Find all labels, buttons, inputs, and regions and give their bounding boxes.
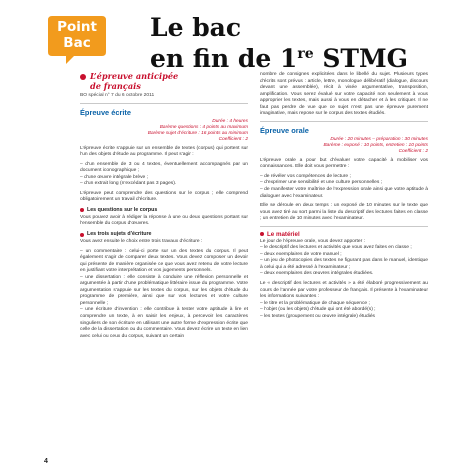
point-bac-badge	[46, 14, 108, 66]
title-line-2-pre: en fin de 1	[150, 44, 298, 73]
list-item: – d’un ensemble de 3 ou 4 textes, éventuellement accompagnés par un document iconographique ;	[80, 161, 248, 174]
badge-line-1: Point	[57, 19, 97, 35]
page-title	[150, 14, 408, 72]
left-column	[80, 72, 248, 340]
section-title-line-2: de français	[90, 80, 141, 91]
list-item: – une écriture d’invention : elle contribue à tester votre aptitude à lire et comprendre un texte, à en saisir les enjeux, à percevoir les caractères singuliers de son écriture en utilisant une autre forme d’expression écrite que celle de la dissertation ou du commentaire. Vous devez écrire un texte en lien avec celui ou ceux du corpus, suivant un certain	[80, 307, 248, 339]
heading-materiel	[260, 231, 428, 238]
list-item: – un commentaire : celui-ci porte sur un des textes du corpus. Il peut également s’agir de comparer deux textes. Vous devez composer un devoir qui présente de manière organisée ce que vous avez retenu de votre lecture en justifiant votre interprétation et vos jugements personnels.	[80, 248, 248, 274]
red-bullet-icon	[80, 208, 84, 212]
heading-questions-corpus	[80, 207, 248, 214]
bo-reference: BO spécial n° 7 du 6 octobre 2011	[80, 93, 155, 98]
list-item: – le titre et la problématique de chaque séquence ;	[260, 300, 370, 306]
right-column	[260, 72, 428, 320]
section-title-text	[90, 72, 178, 91]
title-line-1: Le bac	[150, 13, 242, 42]
divider	[260, 121, 428, 122]
spec-line: Coefficient : 2	[398, 148, 428, 154]
page-number: 4	[44, 458, 48, 465]
divider	[80, 103, 248, 104]
spec-line: Barème sujet d’écriture : 16 points au minimum	[147, 130, 248, 136]
spec-line: Durée : 4 heures	[212, 118, 248, 124]
paragraph: L’épreuve orale a pour but d’évaluer votre capacité à mobiliser vos connaissances. Elle doit vous permettre :	[260, 157, 428, 170]
red-bullet-icon	[80, 233, 84, 237]
paragraph: nombre de consignes explicitées dans le libellé du sujet. Plusieurs types d’écrits sont prévus : article, lettre, monologue délibératif (dialogue, discours devant une assemblée), récit à visée argumentative, transposition, amplification. Vous serez évalué sur votre capacité non seulement à vous approprier les textes, mais aussi à vous en détacher et à les critiquer. Il ne faut pas perdre de vue que ce sujet n’est pas une épreuve purement imaginative, mais repose sur le corpus des textes étudiés.	[260, 72, 428, 117]
paragraph: L’épreuve écrite s’appuie sur un ensemble de textes (corpus) qui portent sur l’un des objets d’étude au programme. Il peut s’agir :	[80, 145, 248, 158]
title-line-2	[150, 41, 408, 72]
heading-text: Les questions sur le corpus	[87, 206, 158, 213]
paragraph: Vous pouvez avoir à rédiger la réponse à une ou deux questions portant sur l’ensemble du corpus d’œuvres.	[80, 214, 248, 227]
section-title-epreuve-anticipee	[80, 72, 248, 91]
list-item: – de manifester votre maîtrise de l’expression orale ainsi que votre aptitude à dialoguer avec l’examinateur.	[260, 187, 428, 199]
spec-line: Barème questions : 4 points au maximum	[159, 124, 248, 130]
red-bullet-icon	[80, 74, 86, 80]
section-title-line-1: L’épreuve anticipée	[90, 71, 179, 81]
title-superscript: re	[297, 46, 314, 62]
list-item: – le descriptif des lectures et activités que vous avez faites en classe ;	[260, 245, 412, 251]
heading-trois-sujets	[80, 231, 248, 238]
list-item: – d’une œuvre intégrale brève ;	[80, 174, 148, 180]
divider	[260, 226, 428, 227]
spec-line: Coefficient : 2	[218, 136, 248, 142]
heading-text: Le matériel	[267, 230, 300, 238]
red-bullet-icon	[260, 232, 264, 236]
list-item: – deux exemplaires de votre manuel ;	[260, 251, 342, 257]
ecrite-specs	[80, 119, 248, 143]
spec-line: Durée : 20 minutes – préparation : 30 minutes	[330, 136, 428, 142]
badge-label	[46, 19, 108, 51]
subsection-title-epreuve-ecrite: Épreuve écrite	[80, 107, 131, 117]
list-item: – d’un extrait long (n’excédant pas 3 pages).	[80, 181, 177, 187]
list-item: – de révéler vos compétences de lecture ;	[260, 173, 351, 179]
paragraph: Le « descriptif des lectures et activités » a été élaboré progressivement au cours de l’année par votre professeur de français. Il présente à l’examinateur les informations suivantes :	[260, 281, 428, 300]
orale-specs	[260, 137, 428, 155]
paragraph: Vous avez ensuite le choix entre trois travaux d’écriture :	[80, 239, 203, 245]
badge-line-2: Bac	[63, 35, 91, 51]
list-item: – d’exprimer une sensibilité et une culture personnelles ;	[260, 180, 383, 186]
list-item: – les textes (groupement ou œuvre intégrale) étudiés	[260, 313, 375, 319]
paragraph: Elle se déroule en deux temps : un exposé de 10 minutes sur le texte que vous avez tiré au sort parmi la liste du descriptif des lectures faites en classe ; un entretien de 10 minutes avec l’examinateur.	[260, 203, 428, 222]
spec-line: Barème : exposé : 10 points, entretien : 10 points	[323, 142, 428, 148]
paragraph: Le jour de l’épreuve orale, vous devez apporter :	[260, 238, 365, 244]
list-item: – l’objet (ou les objets) d’étude qui ont été abordé(s) ;	[260, 307, 376, 313]
paragraph: L’épreuve peut comprendre des questions sur le corpus ; elle comprend obligatoirement un travail d’écriture.	[80, 190, 248, 203]
list-item: – un jeu de photocopies des textes ne figurant pas dans le manuel, identique à celui qui a été adressé à l’examinateur ;	[260, 258, 428, 270]
list-item: – une dissertation : elle consiste à conduire une réflexion personnelle et argumentée à partir d’une problématique littéraire issue du programme. Votre argumentation s’appuie sur les textes du corpus, sur les objets d’étude du programme de première, ainsi que sur vos lectures et votre culture personnelle ;	[80, 274, 248, 306]
title-line-2-post: STMG	[313, 44, 409, 73]
subsection-title-epreuve-orale: Épreuve orale	[260, 125, 309, 135]
heading-text: Les trois sujets d’écriture	[87, 231, 152, 238]
list-item: – deux exemplaires des œuvres intégrales étudiées.	[260, 271, 374, 277]
